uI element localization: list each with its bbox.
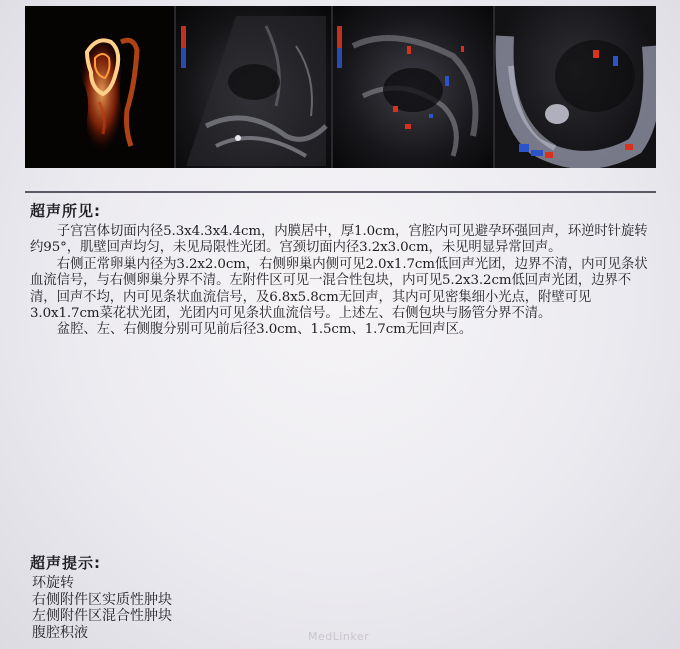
conclusions-heading: 超声提示: <box>30 554 101 572</box>
findings-heading: 超声所见: <box>30 202 101 220</box>
ultrasound-panel-grayscale <box>174 6 332 168</box>
ultrasound-image-strip <box>25 6 656 168</box>
findings-paragraph-fluid: 盆腔、左、右侧腹分别可见前后径3.0cm、1.5cm、1.7cm无回声区。 <box>56 322 473 338</box>
ultrasound-panel-doppler <box>331 6 492 168</box>
conclusion-item: 左侧附件区混合性肿块 <box>32 608 172 624</box>
conclusion-item: 腹腔积液 <box>32 624 88 641</box>
ultrasound-panel-3d-render <box>25 6 174 168</box>
findings-body <box>30 224 655 339</box>
findings-paragraph-adnexa: 右侧正常卵巢内径为3.2x2.0cm，右侧卵巢内侧可见2.0x1.7cm低回声光团，边界不清，内可见条状血流信号，与右侧卵巢分界不清。左附件区可见一混合性包块，内可见5.2x3.2cm低回声光团，边界不清，回声不均，内可见条状血流信号，及6.8x5.8cm无回声，其内可见密集细小光点，附壁可见3.0x1.7cm菜花状光团，光团内可见条状血流信号。上述左、右侧包块与肠管分界不清。 <box>30 256 648 322</box>
section-divider <box>25 191 656 193</box>
conclusion-item: 环旋转 <box>32 575 74 591</box>
findings-paragraph-uterus: 子宫宫体切面内径5.3x4.3x4.4cm，内膜居中，厚1.0cm，宫腔内可见避孕环强回声，环逆时针旋转约95°，肌壁回声均匀，未见局限性光团。宫颈切面内径3.2x3.0cm，未见明显异常回声。 <box>30 224 648 256</box>
watermark: MedLinker <box>308 630 370 643</box>
conclusions-list <box>32 575 172 641</box>
ultrasound-panel-doppler-mass <box>493 6 656 168</box>
conclusion-item: 右侧附件区实质性肿块 <box>32 591 172 608</box>
